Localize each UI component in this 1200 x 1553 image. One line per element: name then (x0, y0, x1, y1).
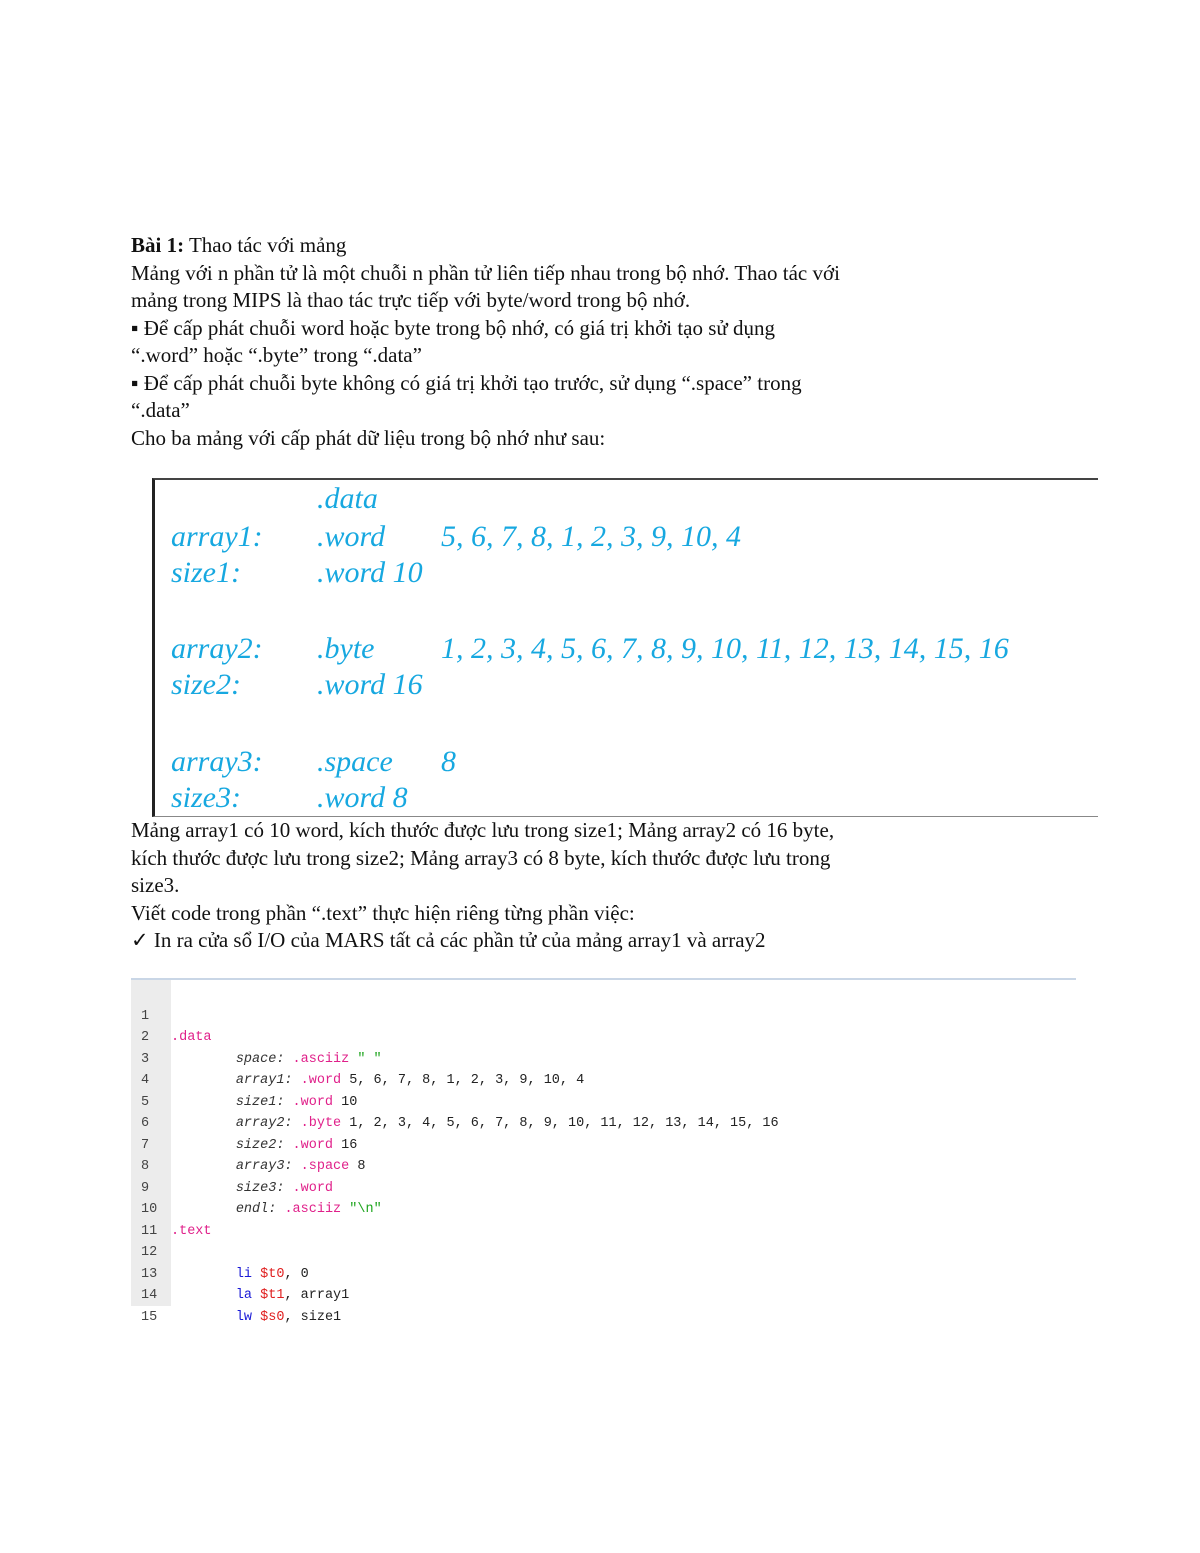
register-token: $t1 (260, 1288, 285, 1303)
line-number: 9 (141, 1180, 150, 1196)
line-number: 10 (141, 1202, 158, 1217)
line-number: 13 (141, 1266, 158, 1282)
line-number: 3 (141, 1051, 150, 1067)
label-token: array2: (235, 1116, 293, 1131)
label-token: space: (235, 1051, 285, 1067)
task-line: Viết code trong phần “.text” thực hiện riêng từng phần việc: (131, 900, 635, 925)
figure-directive: .word 10 (317, 556, 423, 589)
directive-token: .word (292, 1094, 334, 1110)
data-declaration-figure (152, 478, 1098, 817)
line-number: 15 (141, 1309, 158, 1325)
figure-directive: .space (317, 745, 393, 778)
line-number: 5 (141, 1094, 150, 1110)
line-number: 2 (141, 1030, 150, 1045)
intro-line: Mảng với n phần tử là một chuỗi n phần tử liên tiếp nhau trong bộ nhớ. Thao tác với (131, 260, 840, 285)
value-token: 8 (349, 1159, 366, 1174)
figure-label: size3: (171, 781, 241, 814)
label-token: size1: (235, 1094, 285, 1110)
intro-line: “.data” (131, 398, 190, 422)
intro-line: ▪ Để cấp phát chuỗi byte không có giá trị khởi tạo trước, sử dụng “.space” trong (131, 370, 802, 395)
directive-token: .byte (300, 1116, 342, 1131)
exercise-number: Bài 1: (131, 233, 185, 257)
intro-line: mảng trong MIPS là thao tác trực tiếp với byte/word trong bộ nhớ. (131, 288, 691, 312)
figure-values: 5, 6, 7, 8, 1, 2, 3, 9, 10, 4 (441, 520, 741, 553)
label-token: array3: (235, 1159, 293, 1174)
directive-token: .text (171, 1223, 212, 1239)
line-number: 7 (141, 1137, 150, 1153)
exercise-title-text: Thao tác với mảng (184, 233, 347, 257)
instruction-token: la (235, 1288, 253, 1303)
code-line (131, 984, 1076, 1045)
value-token: 16 (333, 1137, 358, 1153)
figure-directive: .word 8 (317, 781, 408, 814)
label-token: size2: (235, 1137, 285, 1153)
figure-label: array3: (171, 745, 263, 778)
task-text (131, 817, 971, 955)
label-token: array1: (235, 1073, 293, 1088)
task-line: size3. (131, 873, 180, 897)
directive-token: .word (292, 1180, 334, 1196)
intro-text (131, 232, 971, 452)
figure-values: 8 (441, 745, 456, 778)
register-token: $s0 (260, 1309, 285, 1325)
figure-label: size2: (171, 668, 241, 701)
register-token: $t0 (260, 1266, 285, 1282)
directive-token: .word (292, 1137, 334, 1153)
figure-directive: .word 16 (317, 668, 423, 701)
value-token: 5, 6, 7, 8, 1, 2, 3, 9, 10, 4 (341, 1073, 585, 1088)
value-token: 1, 2, 3, 4, 5, 6, 7, 8, 9, 10, 11, 12, 13, 14, 15, 16 (341, 1116, 779, 1131)
task-line: ✓ In ra cửa sổ I/O của MARS tất cả các phần tử của mảng array1 và array2 (131, 928, 766, 952)
figure-label: array1: (171, 520, 263, 553)
line-number: 4 (141, 1073, 150, 1088)
label-token: endl: (235, 1202, 277, 1217)
intro-line: ▪ Để cấp phát chuỗi word hoặc byte trong bộ nhớ, có giá trị khởi tạo sử dụng (131, 315, 776, 340)
figure-values: 1, 2, 3, 4, 5, 6, 7, 8, 9, 10, 11, 12, 13, 14, 15, 16 (441, 632, 1009, 665)
instruction-token: li (235, 1266, 253, 1282)
code-editor (131, 978, 1076, 1325)
directive-token: .asciiz (292, 1051, 350, 1067)
value-token: 10 (333, 1094, 358, 1110)
directive-token: .asciiz (284, 1202, 342, 1217)
intro-line: Cho ba mảng với cấp phát dữ liệu trong bộ nhớ như sau: (131, 425, 606, 450)
instruction-token: lw (235, 1309, 253, 1325)
string-token: " " (357, 1051, 382, 1067)
directive-token: .space (300, 1159, 350, 1174)
line-number: 8 (141, 1159, 150, 1174)
string-token: "\n" (349, 1202, 382, 1217)
directive-token: .data (171, 1030, 212, 1045)
line-number: 14 (141, 1288, 158, 1303)
line-number: 11 (141, 1223, 158, 1239)
intro-line: “.word” hoặc “.byte” trong “.data” (131, 343, 422, 367)
task-line: kích thước được lưu trong size2; Mảng array3 có 8 byte, kích thước được lưu trong (131, 845, 831, 870)
line-number: 6 (141, 1116, 150, 1131)
operand-token: , 0 (284, 1266, 309, 1282)
figure-data-directive: .data (317, 482, 378, 515)
task-line: Mảng array1 có 10 word, kích thước được lưu trong size1; Mảng array2 có 16 byte, (131, 818, 835, 842)
line-number: 12 (141, 1245, 158, 1260)
exercise-title (131, 232, 971, 260)
line-number: 1 (141, 1008, 150, 1024)
directive-token: .word (300, 1073, 342, 1088)
label-token: size3: (235, 1180, 285, 1196)
figure-directive: .byte (317, 632, 375, 665)
operand-token: , size1 (284, 1309, 342, 1325)
figure-directive: .word (317, 520, 386, 553)
figure-label: array2: (171, 632, 263, 665)
figure-label: size1: (171, 556, 241, 589)
operand-token: , array1 (284, 1288, 350, 1303)
